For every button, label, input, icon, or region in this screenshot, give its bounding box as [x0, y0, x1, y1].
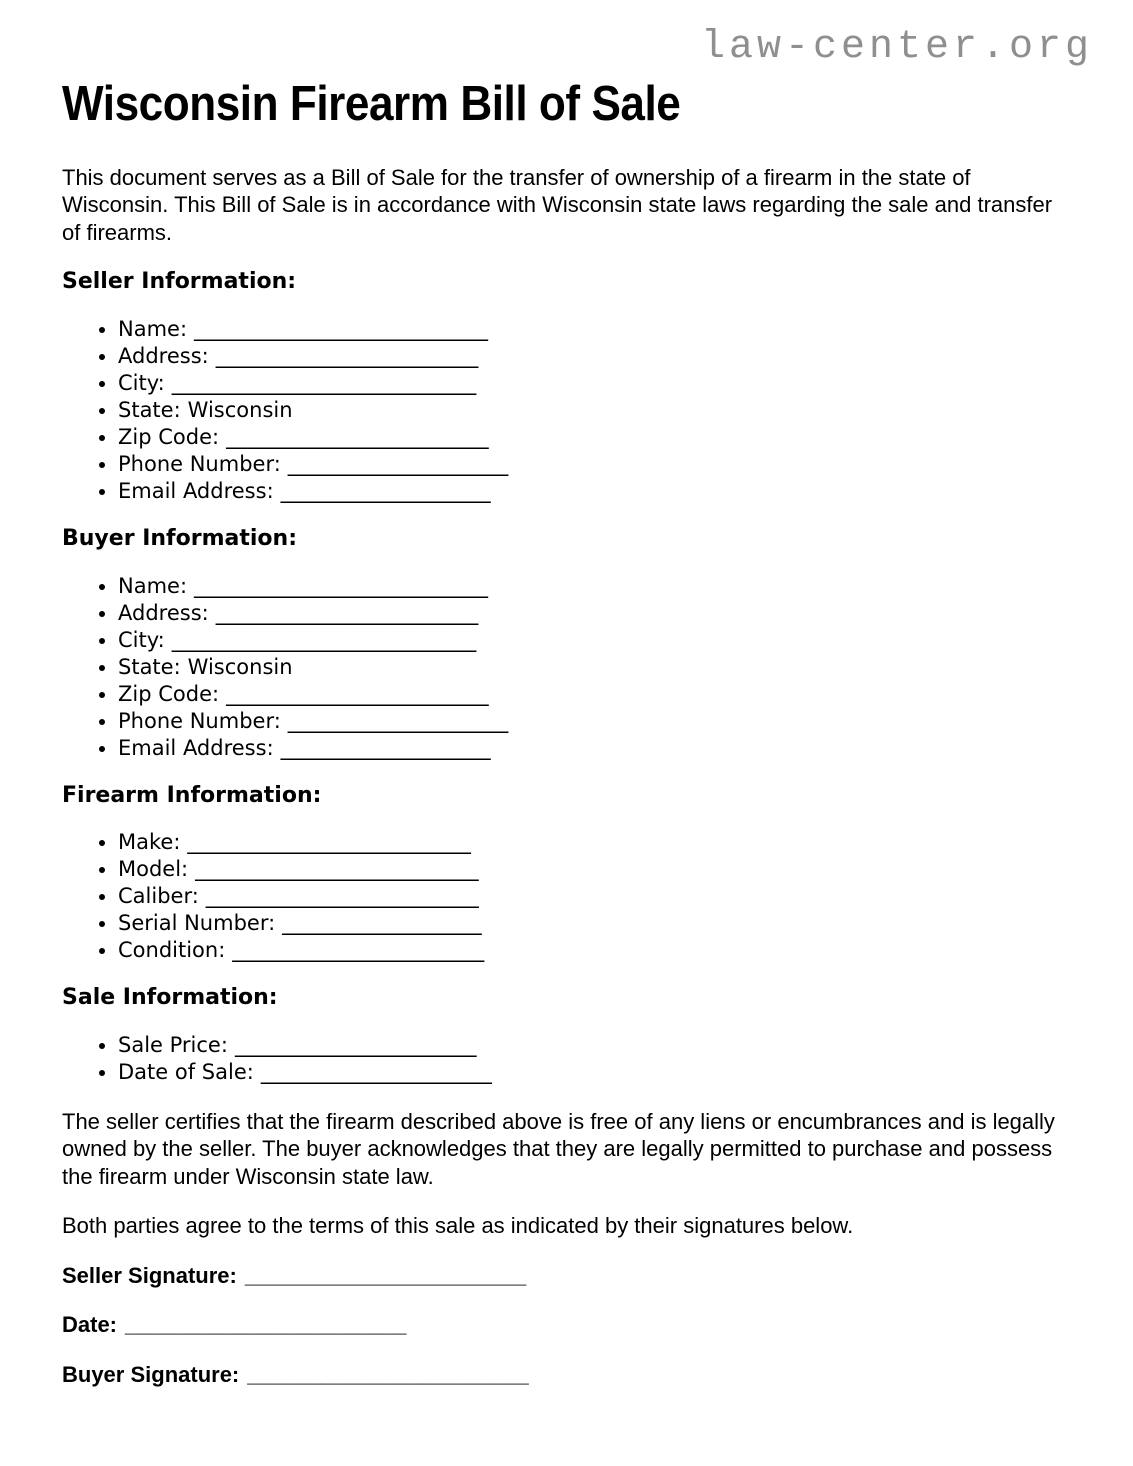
buyer-signature-row [62, 1361, 1093, 1389]
blank-line: _________________________ [226, 424, 489, 449]
field-label: Date of Sale: [118, 1059, 254, 1084]
section-sale-information [62, 984, 1093, 1086]
field-value: Wisconsin [187, 654, 293, 679]
field-label: Address: [118, 600, 209, 625]
blank-line: ____________________ [280, 735, 491, 760]
list-item-date-of-sale [118, 1059, 1093, 1086]
blank-line: ___________________________ [195, 857, 479, 882]
list-item-buyer-zip [118, 681, 1093, 708]
seller-signature-label: Seller Signature: [62, 1262, 237, 1288]
list-item-firearm-make [118, 829, 1093, 856]
site-watermark: law-center.org [700, 25, 1093, 70]
section-heading: Seller Information: [62, 269, 297, 295]
list-item-seller-city [118, 370, 1093, 397]
blank-line: ___________________ [282, 911, 482, 936]
seller-signature-row [62, 1262, 1093, 1290]
blank-line: _____________________ [287, 451, 509, 476]
blank-line: _______________________ [234, 1032, 477, 1057]
field-label: Address: [118, 343, 209, 368]
intro-paragraph: This document serves as a Bill of Sale for the transfer of ownership of a firearm in the state of Wisconsin. This Bill of Sale is in accordance with Wisconsin state laws regarding the sale and transfer of firearms. [62, 164, 1053, 245]
blank-line: __________________________ [205, 884, 479, 909]
section-heading: Sale Information: [62, 985, 278, 1011]
field-label: Sale Price: [118, 1032, 228, 1057]
date-label: Date: [62, 1312, 118, 1338]
section-heading: Firearm Information: [62, 782, 322, 808]
blank-line: ____________________ [280, 478, 491, 503]
list-item-firearm-condition [118, 937, 1093, 964]
list-item-seller-address [118, 343, 1093, 370]
list-item-firearm-model [118, 856, 1093, 883]
buyer-signature-label: Buyer Signature: [62, 1361, 240, 1387]
page-title: Wisconsin Firearm Bill of Sale [62, 77, 681, 131]
field-label: City: [118, 370, 165, 395]
field-label: Model: [118, 857, 189, 882]
list-item-buyer-city [118, 627, 1093, 654]
field-label: Email Address: [118, 478, 274, 503]
list-item-seller-phone [118, 451, 1093, 478]
blank-line: ______________________ [260, 1059, 492, 1084]
field-label: Make: [118, 830, 181, 855]
date-line: _______________________ [125, 1312, 407, 1338]
field-label: Phone Number: [118, 708, 281, 733]
field-label: Zip Code: [118, 681, 220, 706]
blank-line: _____________________________ [171, 370, 477, 395]
sale-field-list [62, 1032, 1093, 1086]
section-heading: Buyer Information: [62, 525, 297, 551]
seller-field-list [62, 316, 1093, 505]
blank-line: ___________________________ [187, 830, 471, 855]
field-label: City: [118, 627, 165, 652]
list-item-buyer-email [118, 735, 1093, 762]
field-label: Serial Number: [118, 911, 276, 936]
list-item-buyer-phone [118, 708, 1093, 735]
list-item-seller-state [118, 397, 1093, 424]
field-label: Name: [118, 316, 188, 341]
field-label: Name: [118, 573, 188, 598]
field-label: Email Address: [118, 735, 274, 760]
blank-line: ____________________________ [194, 573, 489, 598]
agreement-paragraph: Both parties agree to the terms of this sale as indicated by their signatures below. [62, 1213, 854, 1239]
buyer-field-list [62, 573, 1093, 762]
field-label: State: [118, 654, 181, 679]
field-label: Phone Number: [118, 451, 281, 476]
section-seller-information [62, 268, 1093, 505]
blank-line: _____________________ [287, 708, 509, 733]
field-label: Condition: [118, 938, 226, 963]
blank-line: ________________________ [232, 938, 485, 963]
list-item-sale-price [118, 1032, 1093, 1059]
field-label: Caliber: [118, 884, 199, 909]
blank-line: ____________________________ [194, 316, 489, 341]
list-item-seller-name [118, 316, 1093, 343]
section-firearm-information [62, 782, 1093, 965]
blank-line: _________________________ [215, 600, 479, 625]
list-item-buyer-state [118, 654, 1093, 681]
firearm-field-list [62, 829, 1093, 964]
field-value: Wisconsin [187, 397, 293, 422]
blank-line: _________________________ [226, 681, 489, 706]
list-item-firearm-caliber [118, 883, 1093, 910]
date-row [62, 1311, 1093, 1339]
list-item-buyer-name [118, 573, 1093, 600]
field-label: Zip Code: [118, 424, 220, 449]
list-item-buyer-address [118, 600, 1093, 627]
list-item-seller-email [118, 478, 1093, 505]
blank-line: _________________________ [215, 343, 479, 368]
list-item-firearm-serial [118, 910, 1093, 937]
seller-signature-line: _______________________ [244, 1262, 527, 1288]
blank-line: _____________________________ [171, 627, 477, 652]
buyer-signature-line: _______________________ [247, 1361, 529, 1387]
certification-paragraph: The seller certifies that the firearm described above is free of any liens or encumbrances and is legally owned by the seller. The buyer acknowledges that they are legally permitted to purchase and possess the firearm under Wisconsin state law. [62, 1108, 1055, 1189]
section-buyer-information [62, 525, 1093, 762]
field-label: State: [118, 397, 181, 422]
list-item-seller-zip [118, 424, 1093, 451]
